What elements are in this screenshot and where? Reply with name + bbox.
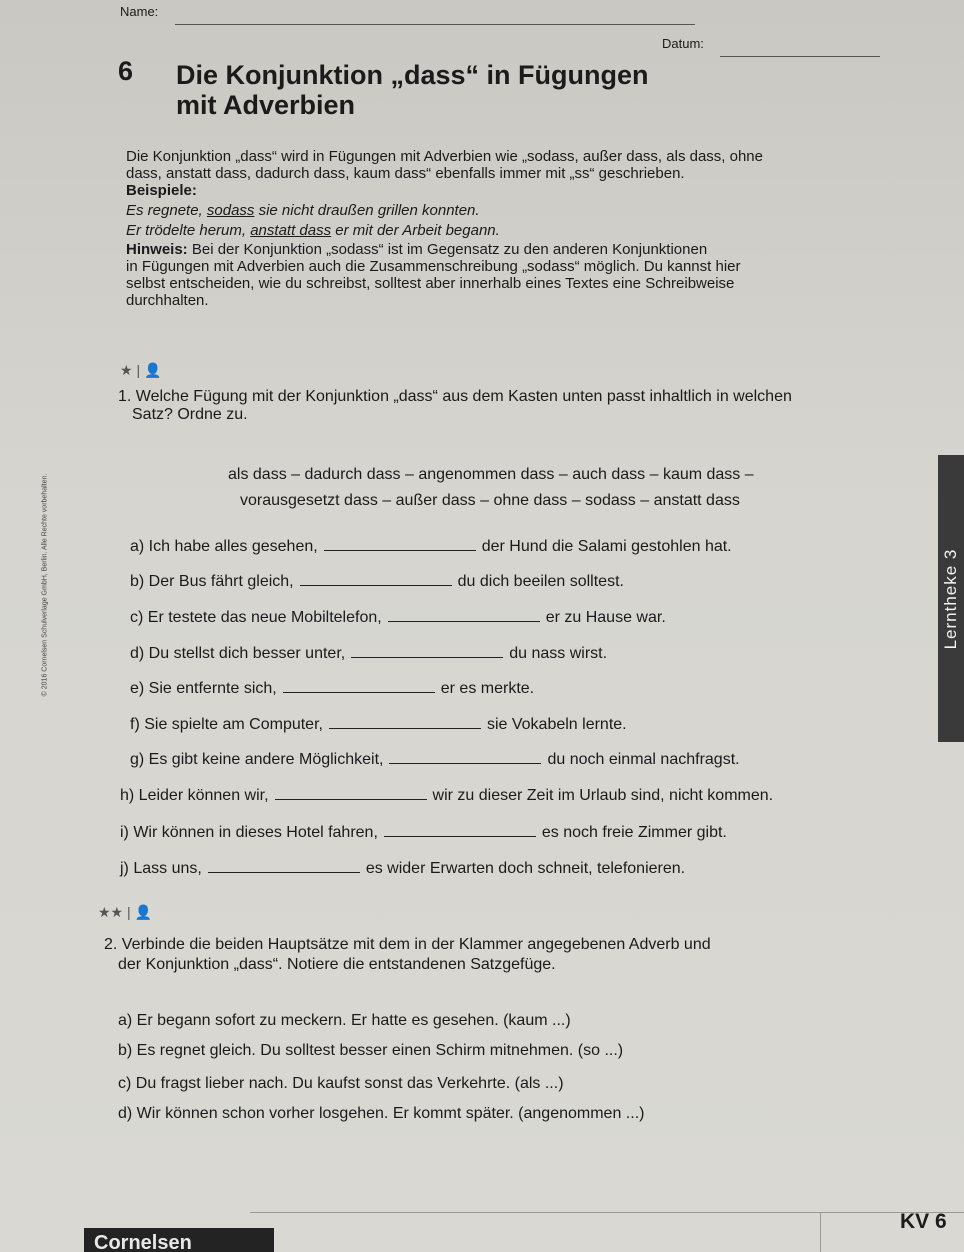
task1-item-h: h) Leider können wir, wir zu dieser Zeit im Urlaub sind, nicht kommen.	[120, 787, 774, 804]
task1-item-f: f) Sie spielte am Computer, sie Vokabeln lernte.	[130, 716, 627, 733]
copyright-note	[34, 470, 56, 700]
task1-item-g: g) Es gibt keine andere Möglichkeit, du noch einmal nachfragst.	[130, 751, 740, 768]
task2-item-c: c) Du fragst lieber nach. Du kaufst sonst das Verkehrte. (als ...)	[118, 1075, 564, 1092]
task1-line2: Satz? Ordne zu.	[132, 406, 248, 423]
example-1: Es regnete, sodass sie nicht draußen grillen konnten.	[126, 202, 480, 219]
task1-item-e: e) Sie entfernte sich, er es merkte.	[130, 680, 535, 697]
answer-blank[interactable]	[329, 716, 481, 729]
section-tab-label: Lernthek​e 3	[941, 548, 960, 649]
intro-line1: Die Konjunktion „dass“ wird in Fügungen mit Adverbien wie „sodass, außer dass, als dass, ohne	[126, 148, 763, 165]
date-label: Datum:	[662, 36, 704, 51]
worksheet-code: KV 6	[900, 1210, 947, 1233]
word-box-line2: vorausgesetzt dass – außer dass – ohne dass – sodass – anstatt dass	[240, 492, 740, 509]
answer-blank[interactable]	[300, 573, 452, 586]
task1-item-a: a) Ich habe alles gesehen, der Hund die Salami gestohlen hat.	[130, 538, 732, 555]
hint-line2: in Fügungen mit Adverbien auch die Zusammenschreibung „sodass“ möglich. Du kannst hier	[126, 258, 741, 275]
name-label: Name:	[120, 4, 159, 19]
task2-difficulty: ★★ | 👤	[98, 904, 152, 920]
word-box-line1: als dass – dadurch dass – angenommen dass – auch dass – kaum dass –	[228, 466, 754, 483]
task2-line1: 2. Verbinde die beiden Hauptsätze mit dem in der Klammer angegebenen Adverb und	[104, 936, 711, 953]
hint-line1: Hinweis: Bei der Konjunktion „sodass“ ist im Gegensatz zu den anderen Konjunktionen	[126, 241, 708, 258]
intro-line2: dass, anstatt dass, dadurch dass, kaum dass“ ebenfalls immer mit „ss“ geschrieben.	[126, 165, 685, 182]
example-2: Er trödelte herum, anstatt dass er mit der Arbeit begann.	[126, 222, 500, 239]
section-tab	[938, 455, 964, 742]
answer-blank[interactable]	[351, 645, 503, 658]
task1-item-d: d) Du stellst dich besser unter, du nass wirst.	[130, 645, 608, 662]
examples-label: Beispiele:	[126, 182, 197, 199]
task1-item-j: j) Lass uns, es wider Erwarten doch schneit, telefonieren.	[120, 860, 686, 877]
answer-blank[interactable]	[388, 609, 540, 622]
task1-difficulty: ★ | 👤	[120, 362, 162, 378]
task1-item-i: i) Wir können in dieses Hotel fahren, es noch freie Zimmer gibt.	[120, 824, 727, 841]
footer-rule	[250, 1212, 964, 1213]
answer-blank[interactable]	[384, 824, 536, 837]
hint-line3: selbst entscheiden, wie du schreibst, solltest aber innerhalb eines Textes eine Schreibweise	[126, 275, 735, 292]
answer-blank[interactable]	[208, 860, 360, 873]
task2-line2: der Konjunktion „dass“. Notiere die entstandenen Satzgefüge.	[118, 956, 556, 973]
worksheet-title-line2: mit Adverbien	[176, 90, 356, 120]
hint-line4: durchhalten.	[126, 292, 209, 309]
worksheet-title-line1: Die Konjunktion „dass“ in Fügungen	[176, 60, 649, 90]
task2-instruction	[104, 936, 711, 974]
task1-item-c: c) Er testete das neue Mobiltelefon, er zu Hause war.	[130, 609, 666, 626]
answer-blank[interactable]	[283, 680, 435, 693]
task2-item-d: d) Wir können schon vorher losgehen. Er kommt später. (angenommen ...)	[118, 1105, 645, 1122]
task2-item-a: a) Er begann sofort zu meckern. Er hatte es gesehen. (kaum ...)	[118, 1012, 571, 1029]
intro-text	[126, 148, 896, 309]
worksheet-number: 6	[118, 56, 134, 86]
answer-blank[interactable]	[324, 538, 476, 551]
answer-blank[interactable]	[275, 787, 427, 800]
copyright-text: © 2016 Cornelsen Schulverlage GmbH, Berlin. Alle Rechte vorbehalten.	[41, 473, 49, 697]
task2-item-b: b) Es regnet gleich. Du solltest besser einen Schirm mitnehmen. (so ...)	[118, 1042, 624, 1059]
answer-blank[interactable]	[389, 751, 541, 764]
publisher-logo: Cornelsen	[84, 1228, 274, 1252]
footer-divider	[820, 1212, 821, 1252]
name-line	[175, 24, 695, 25]
date-line	[720, 56, 880, 57]
task1-item-b: b) Der Bus fährt gleich, du dich beeilen solltest.	[130, 573, 624, 590]
task1-instruction	[118, 388, 792, 424]
task1-line1: 1. Welche Fügung mit der Konjunktion „dass“ aus dem Kasten unten passt inhaltlich in welchen	[118, 388, 792, 405]
